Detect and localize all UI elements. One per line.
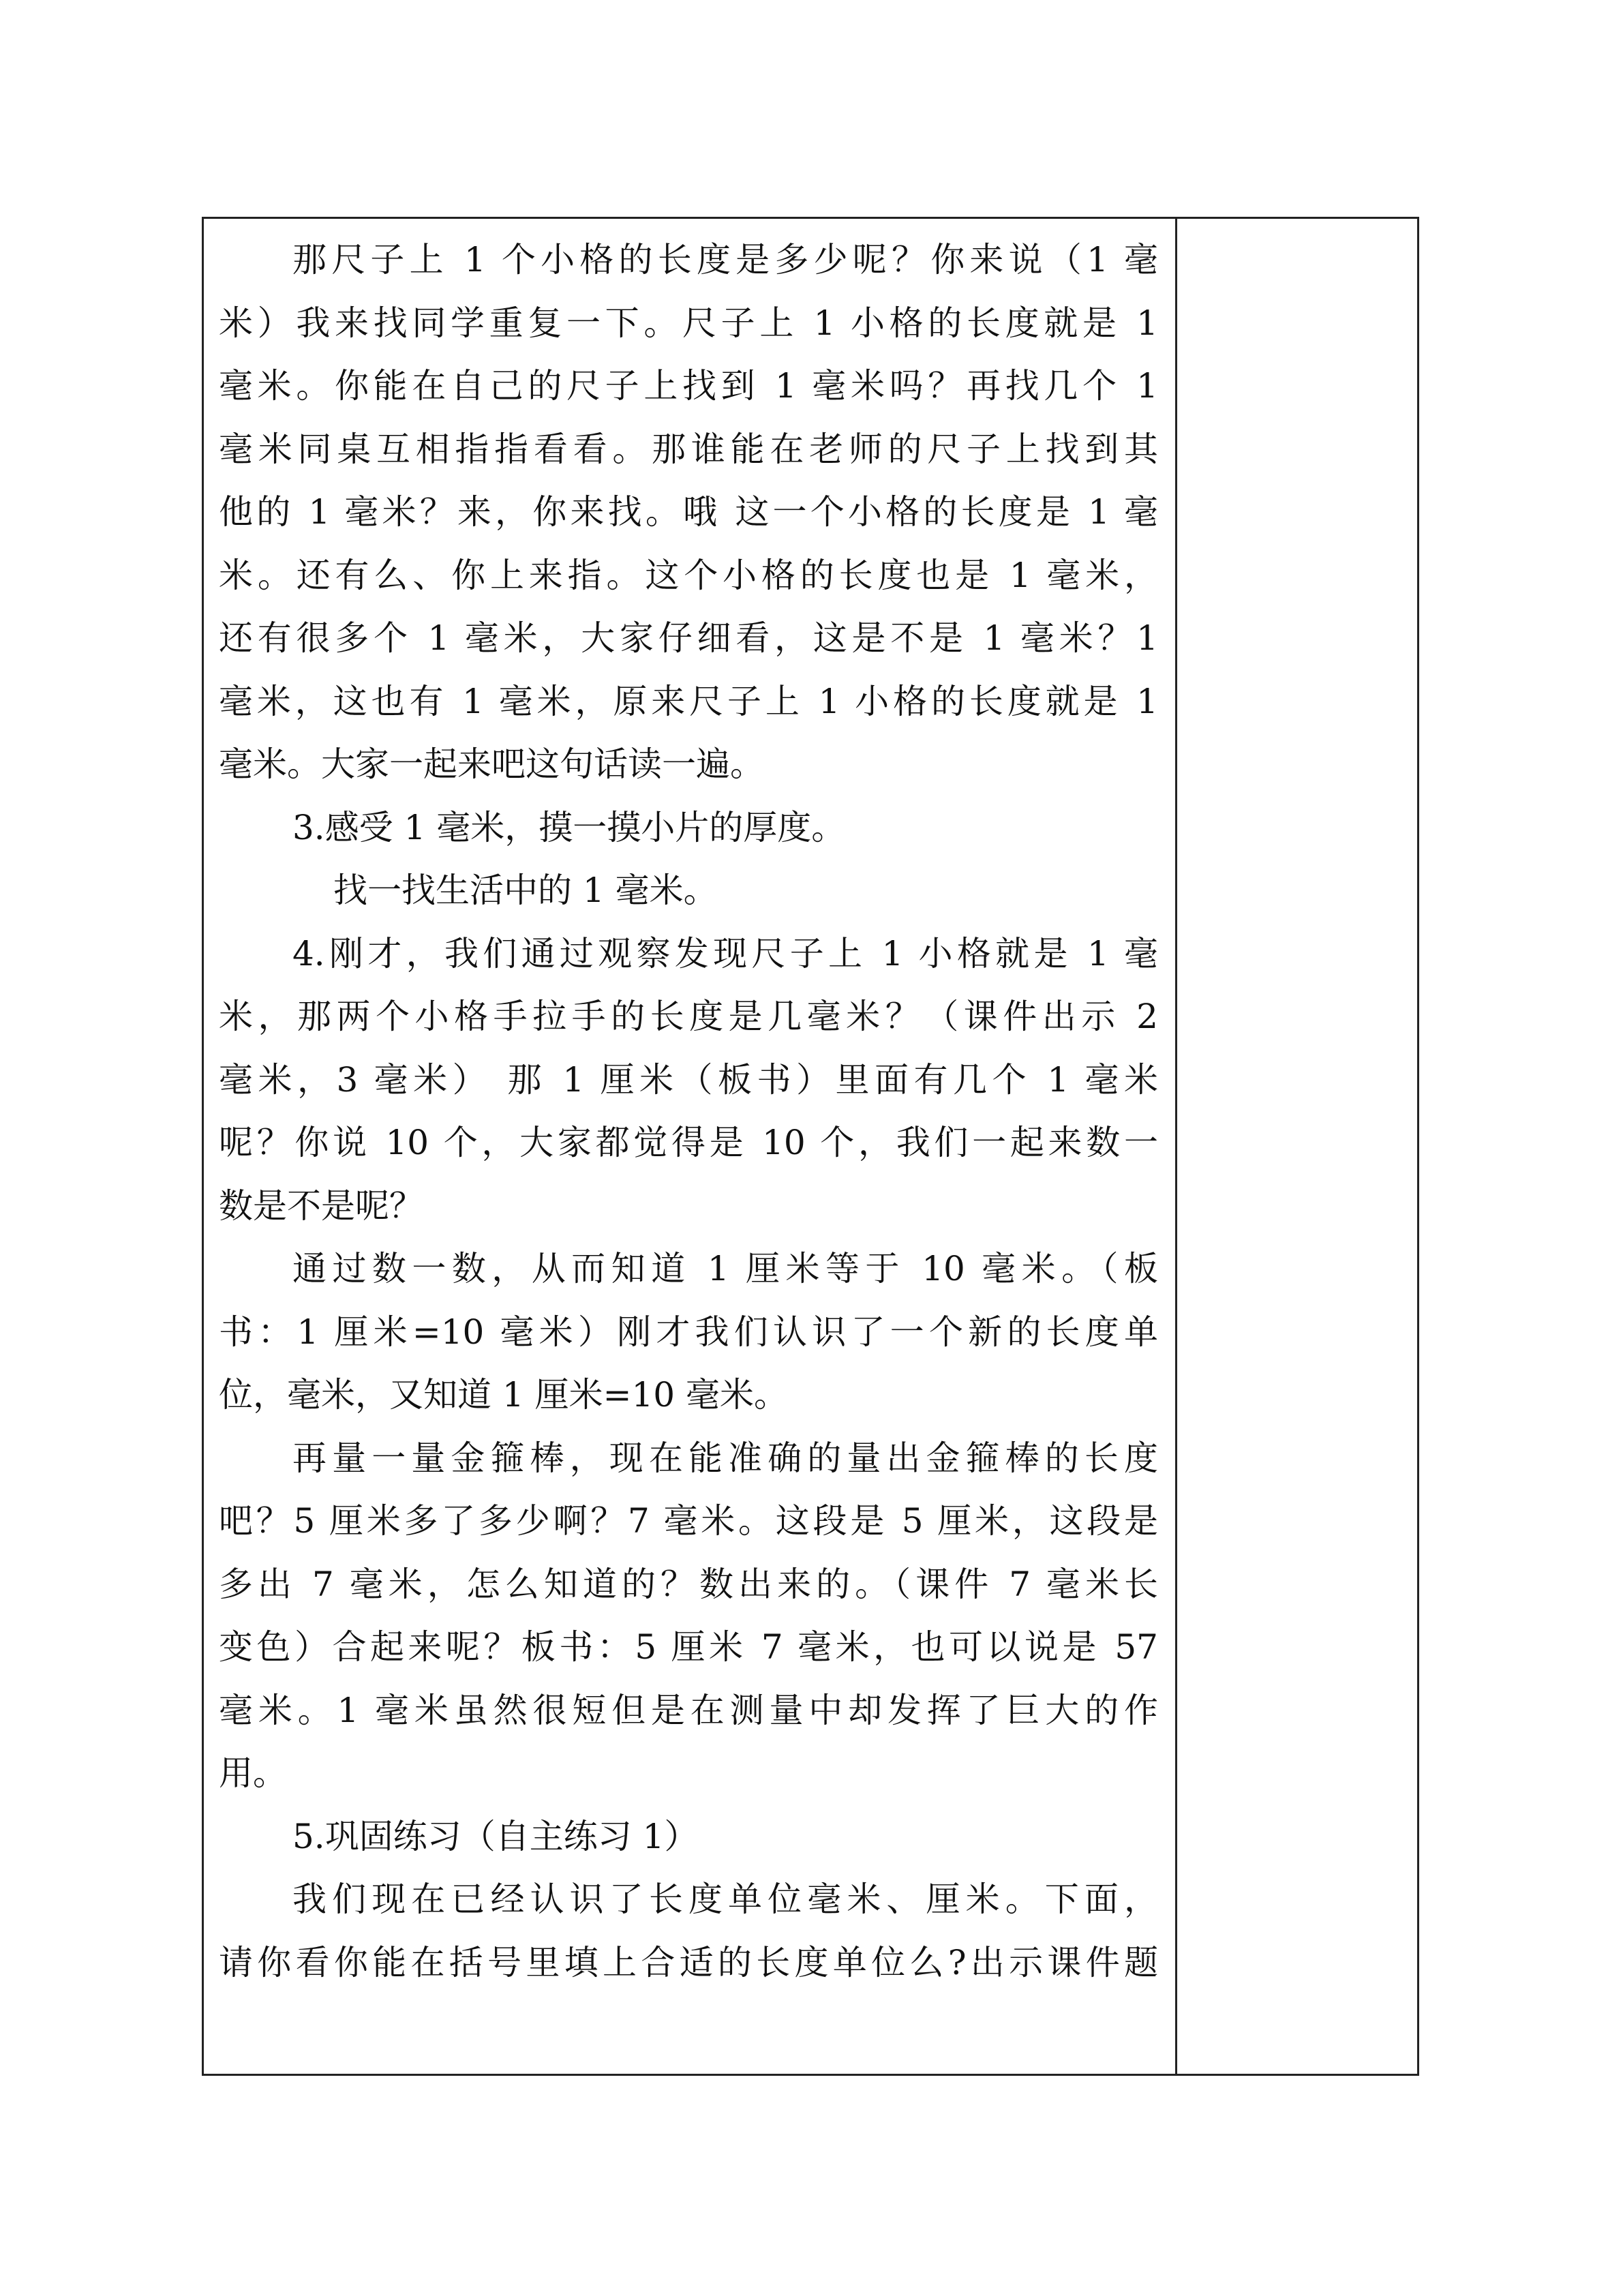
text-line: 毫米。大家一起来吧这句话读一遍。 <box>219 744 764 784</box>
text-line: 变色）合起来呢？板书：5 厘米 7 毫米，也可以说是 57 <box>219 1627 1158 1667</box>
text-line: 5.巩固练习（自主练习 1） <box>292 1816 699 1856</box>
text-line: 多出 7 毫米，怎么知道的？数出来的。（课件 7 毫米长 <box>219 1564 1158 1604</box>
text-line: 3.感受 1 毫米，摸一摸小片的厚度。 <box>292 807 846 847</box>
text-line: 再量一量金箍棒，现在能准确的量出金箍棒的长度 <box>292 1438 1158 1478</box>
text-line: 用。 <box>219 1753 287 1793</box>
text-line: 那尺子上 1 个小格的长度是多少呢？你来说（1 毫 <box>292 240 1158 280</box>
text-line: 米，那两个小格手拉手的长度是几毫米？（课件出示 2 <box>219 997 1158 1036</box>
text-line: 数是不是呢？ <box>219 1185 423 1226</box>
text-line: 书：1 厘米=10 毫米）刚才我们认识了一个新的长度单 <box>219 1312 1158 1352</box>
text-line: 4.刚才，我们通过观察发现尺子上 1 小格就是 1 毫 <box>292 933 1158 973</box>
text-line: 呢？你说 10 个，大家都觉得是 10 个，我们一起来数一 <box>219 1123 1158 1162</box>
text-line: 还有很多个 1 毫米，大家仔细看，这是不是 1 毫米？1 <box>219 618 1158 658</box>
text-line: 米。还有么、你上来指。这个小格的长度也是 1 毫米， <box>219 555 1158 595</box>
text-line: 毫米同桌互相指指看看。那谁能在老师的尺子上找到其 <box>219 429 1158 469</box>
lesson-table <box>202 217 1419 2076</box>
text-line: 通过数一数，从而知道 1 厘米等于 10 毫米。（板 <box>292 1249 1158 1288</box>
text-line: 毫米。你能在自己的尺子上找到 1 毫米吗？再找几个 1 <box>219 366 1158 406</box>
text-line: 我们现在已经认识了长度单位毫米、厘米。下面， <box>292 1879 1158 1919</box>
text-line: 毫米，3 毫米） 那 1 厘米（板书）里面有几个 1 毫米 <box>219 1059 1158 1100</box>
text-line: 毫米。1 毫米虽然很短但是在测量中却发挥了巨大的作 <box>219 1690 1158 1730</box>
text-line: 找一找生活中的 1 毫米。 <box>333 871 718 910</box>
text-line: 毫米，这也有 1 毫米，原来尺子上 1 小格的长度就是 1 <box>219 681 1158 721</box>
column-divider <box>1175 219 1177 2074</box>
text-line: 他的 1 毫米？来，你来找。哦 这一个小格的长度是 1 毫 <box>219 492 1158 532</box>
text-line: 吧？5 厘米多了多少啊？7 毫米。这段是 5 厘米，这段是 <box>219 1501 1158 1541</box>
text-line: 请你看你能在括号里填上合适的长度单位么?出示课件题 <box>219 1942 1158 1982</box>
text-line: 米）我来找同学重复一下。尺子上 1 小格的长度就是 1 <box>219 303 1158 343</box>
lesson-content-cell <box>219 228 1158 1994</box>
text-line: 位，毫米，又知道 1 厘米=10 毫米。 <box>219 1375 789 1415</box>
notes-cell <box>1179 219 1417 2074</box>
